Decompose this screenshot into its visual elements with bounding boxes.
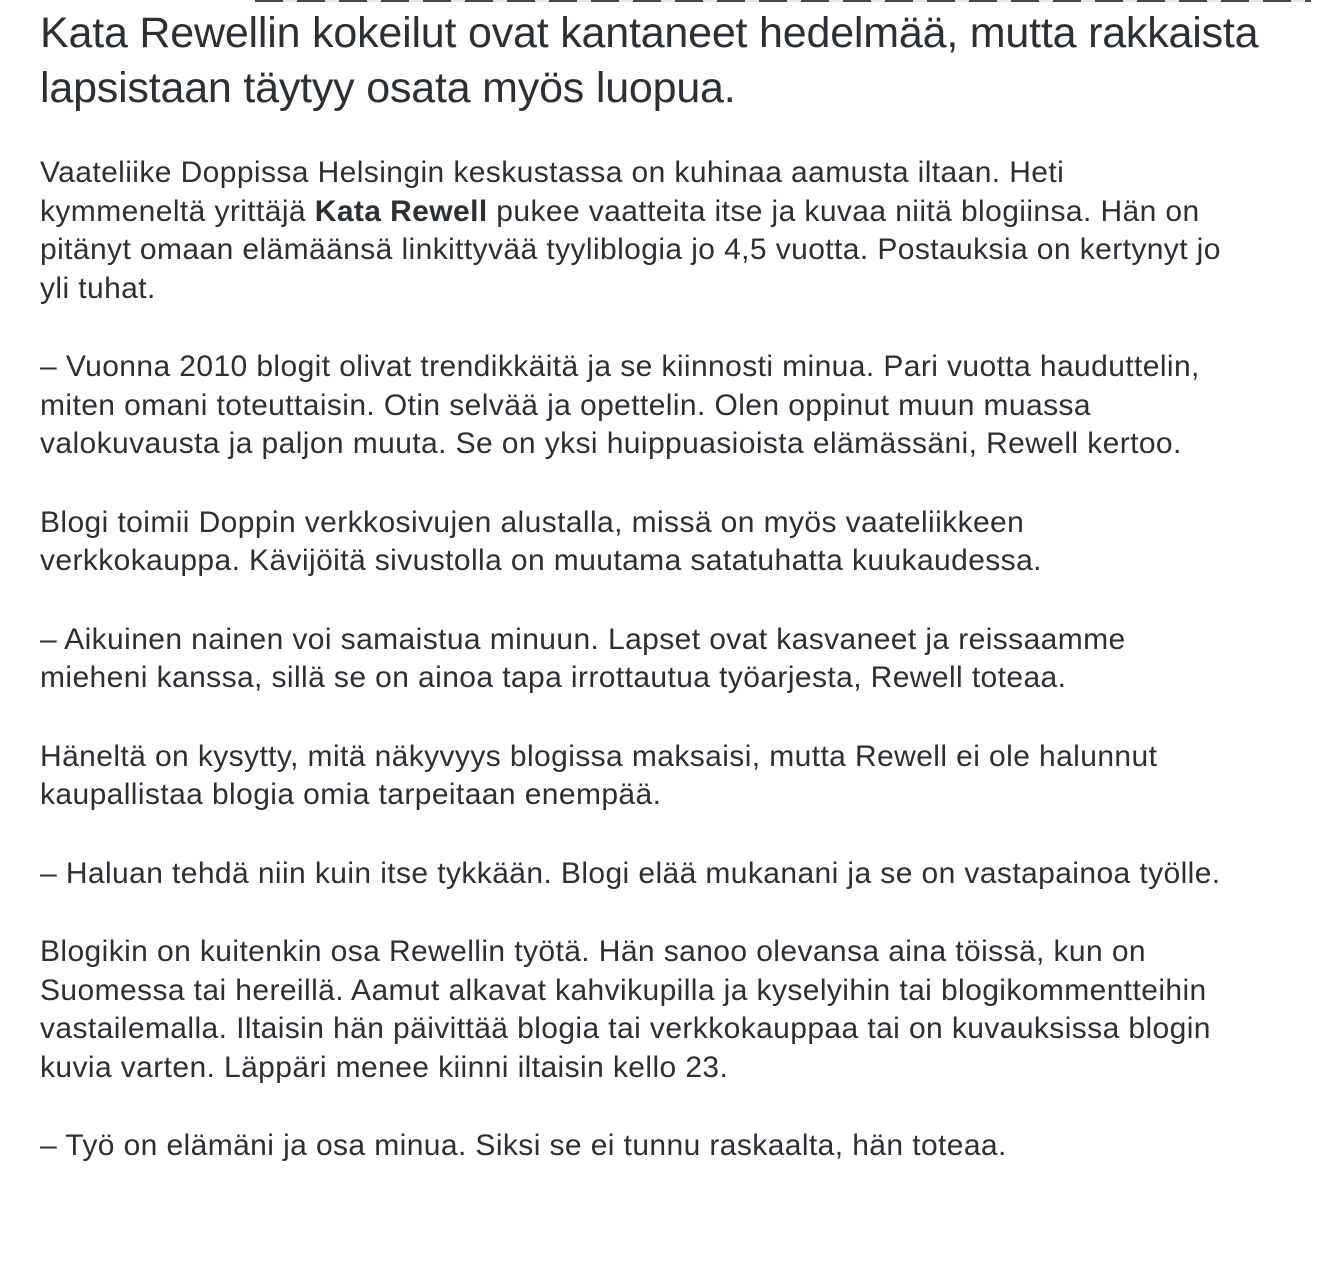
article-title: Kata Rewellin kokeilut ovat kantaneet hedelmää, mutta rakkaista lapsistaan täytyy osata myös luopua. xyxy=(40,9,1259,112)
article-paragraph-2: – Vuonna 2010 blogit olivat trendikkäitä ja se kiinnosti minua. Pari vuotta hauduttelin, miten omani toteuttaisin. Otin selvää ja opettelin. Olen oppinut muun muassa valokuvausta ja paljon muuta. Se on yksi huippuasioista elämässäni, Rewell kertoo. xyxy=(40,350,1200,460)
article-paragraph-3: Blogi toimii Doppin verkkosivujen alustalla, missä on myös vaateliikkeen verkkokauppa. Kävijöitä sivustolla on muutama satatuhatta kuukaudessa. xyxy=(40,505,1042,577)
paragraph-text: pukee vaatteita itse ja kuvaa niitä blogiinsa. Hän on pitänyt omaan elämäänsä linkittyvää tyyliblogia jo 4,5 vuotta. Postauksia on kertynyt jo yli tuhat. xyxy=(40,194,1221,305)
article-paragraph-4: – Aikuinen nainen voi samaistua minuun. Lapset ovat kasvaneet ja reissaamme mieheni kanssa, sillä se on ainoa tapa irrottautua työarjesta, Rewell toteaa. xyxy=(40,622,1126,694)
article-paragraph-1 xyxy=(40,154,1225,308)
article-paragraph-7: Blogikin on kuitenkin osa Rewellin työtä. Hän sanoo olevansa aina töissä, kun on Suomessa tai hereillä. Aamut alkavat kahvikupilla ja kyselyihin tai blogikommentteihin vastailemalla. Iltaisin hän päivittää blogia tai verkkokauppaa tai on kuvauksissa blogin kuvia varten. Läppäri menee kiinni iltaisin kello 23. xyxy=(40,935,1211,1084)
cropped-text-artifact xyxy=(255,0,1311,2)
paragraph-text: Vaateliike Doppissa Helsingin keskustassa on kuhinaa aamusta iltaan. Heti kymmeneltä yrittäjä xyxy=(40,156,1065,228)
article-paragraph-5: Häneltä on kysytty, mitä näkyvyys blogissa maksaisi, mutta Rewell ei ole halunnut kaupallistaa blogia omia tarpeitaan enempää. xyxy=(40,739,1158,811)
article-paragraph-6: – Haluan tehdä niin kuin itse tykkään. Blogi elää mukanani ja se on vastapainoa työlle. xyxy=(40,856,1221,890)
person-name-bold: Kata Rewell xyxy=(314,194,488,228)
article-paragraph-8: – Työ on elämäni ja osa minua. Siksi se ei tunnu raskaalta, hän toteaa. xyxy=(40,1129,1007,1162)
